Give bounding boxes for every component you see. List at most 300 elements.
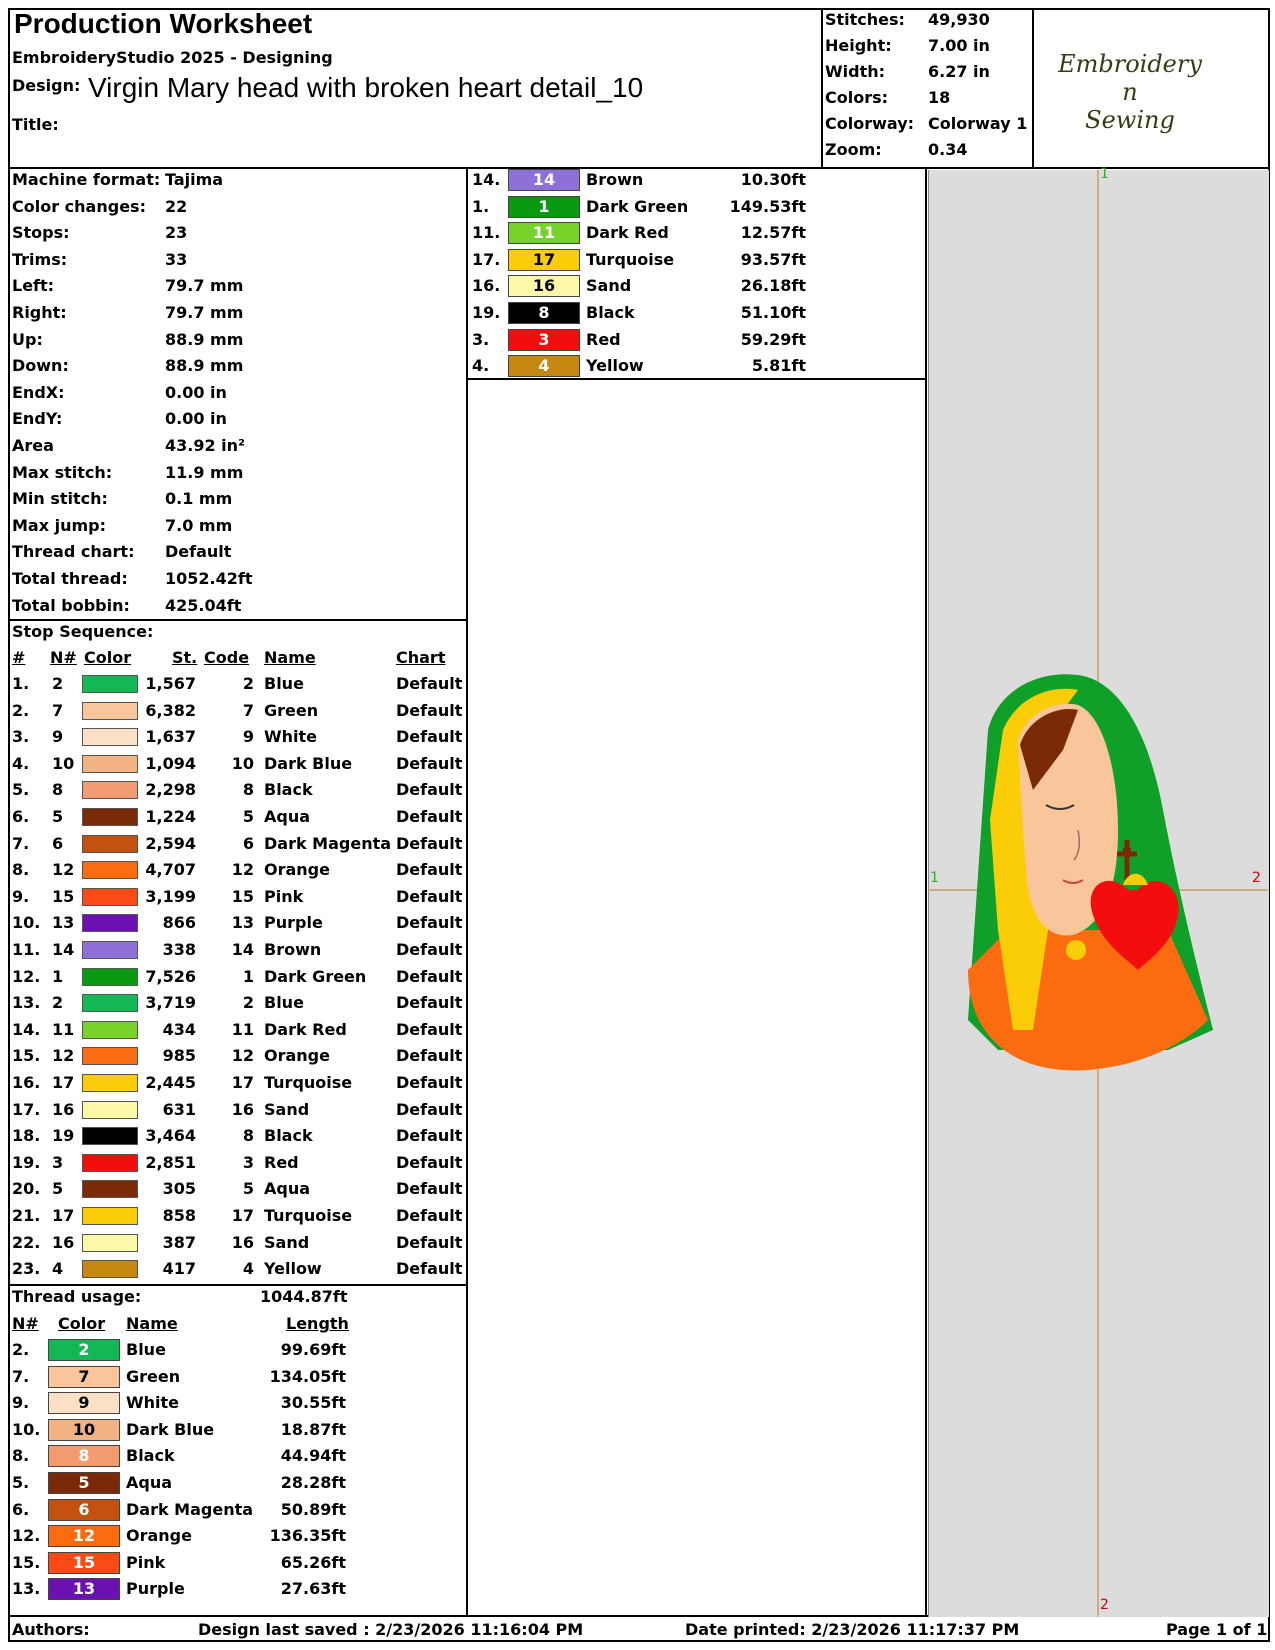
stats-divider — [821, 8, 823, 168]
seq-num: 21. — [12, 1206, 41, 1225]
seq-code: 6 — [242, 833, 254, 853]
stat-value: 7.00 in — [928, 36, 990, 55]
tu-needle: 7. — [12, 1366, 30, 1386]
seq-num: 7. — [12, 833, 30, 853]
seq-code: 12 — [231, 860, 254, 880]
seq-stitches: 417 — [162, 1259, 196, 1279]
tu-length: 99.69ft — [280, 1340, 346, 1359]
stop-sequence-title: Stop Sequence: — [12, 622, 154, 641]
seq-num: 23. — [12, 1259, 41, 1279]
tu-length: 136.35ft — [269, 1526, 346, 1546]
tu-col-length: Length — [286, 1314, 349, 1333]
marker-bottom: 2 — [1100, 1597, 1109, 1613]
seq-needle: 17 — [52, 1206, 75, 1225]
info-label: Up: — [12, 329, 43, 349]
seq-stitches: 3,199 — [145, 886, 196, 906]
seq-color-swatch — [82, 1260, 138, 1278]
seq-needle: 12 — [52, 860, 75, 880]
seq-chart: Default — [396, 1099, 463, 1119]
stat-label: Stitches: — [825, 10, 905, 29]
tu-length: 5.81ft — [751, 356, 806, 376]
seq-color-swatch — [82, 728, 138, 746]
seq-name: Black — [264, 780, 313, 800]
info-value: 1052.42ft — [165, 569, 253, 588]
seq-stitches: 866 — [162, 913, 196, 933]
seq-code: 5 — [242, 807, 254, 826]
tu-needle: 14. — [472, 170, 501, 189]
tu-needle: 16. — [472, 276, 501, 296]
tu-color-swatch: 14 — [508, 169, 580, 191]
seq-name: Blue — [264, 674, 304, 693]
seq-num: 9. — [12, 886, 30, 906]
tu-length: 50.89ft — [280, 1499, 346, 1519]
seq-needle: 8 — [52, 780, 64, 800]
seq-stitches: 3,464 — [145, 1126, 196, 1146]
info-value: 79.7 mm — [165, 303, 244, 322]
stat-value: 0.34 — [928, 140, 968, 159]
stat-label: Width: — [825, 62, 886, 81]
seq-needle: 13 — [52, 913, 75, 933]
seq-code: 11 — [231, 1019, 254, 1039]
thread-right-divider — [466, 378, 926, 380]
seq-chart: Default — [396, 1126, 463, 1146]
seq-chart: Default — [396, 1259, 463, 1279]
seq-stitches: 3,719 — [145, 993, 196, 1013]
seq-needle: 2 — [52, 993, 64, 1013]
stat-value: 18 — [928, 88, 951, 107]
tu-length: 10.30ft — [740, 170, 806, 189]
seq-code: 4 — [242, 1259, 254, 1279]
seq-stitches: 6,382 — [145, 700, 196, 720]
left-column-divider — [466, 167, 468, 1616]
seq-code: 16 — [231, 1232, 254, 1252]
tu-needle: 12. — [12, 1526, 41, 1546]
seq-chart: Default — [396, 1152, 463, 1172]
col-chart: Chart — [396, 648, 446, 667]
tu-length: 44.94ft — [280, 1446, 346, 1466]
tu-needle: 9. — [12, 1393, 30, 1413]
seq-color-swatch — [82, 755, 138, 773]
tu-length: 12.57ft — [740, 223, 806, 243]
seq-needle: 19 — [52, 1126, 75, 1146]
design-name: Virgin Mary head with broken heart detail_10 — [88, 72, 644, 103]
seq-name: Black — [264, 1126, 313, 1146]
tu-needle: 13. — [12, 1579, 41, 1599]
software-subtitle: EmbroideryStudio 2025 - Designing — [12, 48, 333, 67]
col-n: N# — [50, 648, 77, 667]
info-label: Trims: — [12, 249, 68, 269]
seq-color-swatch — [82, 1180, 138, 1198]
info-label: Total thread: — [12, 569, 128, 588]
seq-code: 14 — [231, 940, 254, 959]
seq-num: 18. — [12, 1126, 41, 1146]
seq-name: Sand — [264, 1099, 310, 1119]
info-label: Stops: — [12, 223, 70, 243]
seq-num: 12. — [12, 966, 41, 986]
info-value: 43.92 in² — [165, 436, 246, 455]
seq-name: Pink — [264, 886, 304, 906]
stat-value: 6.27 in — [928, 62, 990, 81]
tu-col-name: Name — [126, 1314, 178, 1333]
seq-chart: Default — [396, 993, 463, 1013]
seq-needle: 17 — [52, 1073, 75, 1092]
info-label: Machine format: — [12, 170, 161, 189]
seq-code: 8 — [242, 780, 254, 800]
info-value: 0.1 mm — [165, 489, 233, 509]
logo-line-1: Embroidery — [1058, 50, 1202, 78]
info-label: Total bobbin: — [12, 595, 130, 615]
brand-logo — [1035, 50, 1225, 134]
tu-name: Turquoise — [586, 249, 675, 269]
seq-color-swatch — [82, 675, 138, 693]
seq-name: Turquoise — [264, 1073, 353, 1092]
col-num: # — [12, 648, 26, 667]
seq-stitches: 1,224 — [145, 807, 196, 826]
tu-needle: 15. — [12, 1552, 41, 1572]
seq-stitches: 858 — [162, 1206, 196, 1225]
seq-color-swatch — [82, 861, 138, 879]
tu-length: 30.55ft — [280, 1393, 346, 1413]
col-code: Code — [204, 648, 250, 667]
seq-code: 5 — [242, 1179, 254, 1199]
seq-needle: 4 — [52, 1259, 64, 1279]
tu-needle: 3. — [472, 329, 490, 349]
tu-name: Dark Red — [586, 223, 669, 243]
seq-stitches: 2,445 — [145, 1073, 196, 1092]
col-st: St. — [172, 648, 198, 667]
info-label: EndX: — [12, 382, 65, 402]
tu-length: 59.29ft — [740, 329, 806, 349]
seq-color-swatch — [82, 888, 138, 906]
stat-label: Zoom: — [825, 140, 882, 159]
border-bottom — [8, 1640, 1270, 1642]
thread-usage-total: 1044.87ft — [260, 1287, 348, 1306]
tu-color-swatch: 3 — [508, 329, 580, 351]
seq-name: Blue — [264, 993, 304, 1013]
seq-color-swatch — [82, 941, 138, 959]
info-label: Area — [12, 436, 54, 455]
seq-needle: 16 — [52, 1099, 75, 1119]
tu-needle: 19. — [472, 303, 501, 322]
info-label: Left: — [12, 276, 55, 296]
tu-color-swatch: 10 — [48, 1419, 120, 1441]
seq-name: Purple — [264, 913, 323, 933]
tu-needle: 10. — [12, 1419, 41, 1439]
seq-code: 9 — [242, 727, 254, 747]
seq-stitches: 338 — [162, 940, 196, 959]
seq-num: 4. — [12, 753, 30, 773]
tu-name: Black — [586, 303, 635, 322]
info-value: 11.9 mm — [165, 462, 244, 482]
marker-left: 1 — [930, 870, 939, 886]
seq-code: 8 — [242, 1126, 254, 1146]
info-value: 7.0 mm — [165, 515, 233, 535]
seq-chart: Default — [396, 1046, 463, 1066]
info-value: Default — [165, 542, 232, 562]
seq-name: Green — [264, 700, 319, 720]
tu-name: Sand — [586, 276, 632, 296]
tu-name: Dark Blue — [126, 1419, 215, 1439]
tu-color-swatch: 17 — [508, 249, 580, 271]
seq-code: 12 — [231, 1046, 254, 1066]
info-value: 23 — [165, 223, 188, 243]
tu-length: 134.05ft — [269, 1366, 346, 1386]
seq-chart: Default — [396, 1232, 463, 1252]
seq-color-swatch — [82, 1234, 138, 1252]
design-preview — [928, 170, 1268, 1617]
seq-needle: 6 — [52, 833, 64, 853]
tu-color-swatch: 11 — [508, 222, 580, 244]
info-value: Tajima — [165, 170, 224, 189]
info-label: Down: — [12, 356, 69, 376]
info-label: Thread chart: — [12, 542, 135, 562]
tu-color-swatch: 2 — [48, 1339, 120, 1361]
tu-col-color: Color — [58, 1314, 106, 1333]
tu-color-swatch: 5 — [48, 1472, 120, 1494]
seq-color-swatch — [82, 914, 138, 932]
tu-color-swatch: 4 — [508, 355, 580, 377]
page-title: Production Worksheet — [14, 8, 313, 39]
seq-code: 17 — [231, 1073, 254, 1092]
seq-chart: Default — [396, 913, 463, 933]
stat-label: Height: — [825, 36, 892, 55]
tu-needle: 17. — [472, 249, 501, 269]
tu-color-swatch: 1 — [508, 196, 580, 218]
info-divider — [8, 619, 468, 621]
tu-needle: 2. — [12, 1340, 30, 1359]
info-value: 425.04ft — [165, 595, 242, 615]
seq-color-swatch — [82, 1154, 138, 1172]
tu-name: Aqua — [126, 1473, 173, 1492]
seq-chart: Default — [396, 1019, 463, 1039]
stat-label: Colors: — [825, 88, 889, 107]
seq-num: 2. — [12, 700, 30, 720]
seq-chart: Default — [396, 807, 463, 826]
marker-top: 1 — [1100, 166, 1109, 182]
seq-code: 7 — [242, 700, 254, 720]
col-name: Name — [264, 648, 316, 667]
seq-name: Aqua — [264, 1179, 311, 1199]
seq-chart: Default — [396, 886, 463, 906]
seq-name: Orange — [264, 860, 330, 880]
info-value: 0.00 in — [165, 382, 227, 402]
info-label: Max stitch: — [12, 462, 113, 482]
seq-name: Orange — [264, 1046, 330, 1066]
tu-name: Orange — [126, 1526, 192, 1546]
seq-stitches: 387 — [162, 1232, 196, 1252]
seq-code: 2 — [242, 993, 254, 1013]
tu-needle: 8. — [12, 1446, 30, 1466]
seq-color-swatch — [82, 1074, 138, 1092]
seq-num: 19. — [12, 1152, 41, 1172]
tu-name: Dark Green — [586, 196, 689, 216]
seq-chart: Default — [396, 674, 463, 693]
seq-num: 5. — [12, 780, 30, 800]
tu-length: 51.10ft — [740, 303, 806, 322]
seq-needle: 5 — [52, 1179, 64, 1199]
seq-num: 6. — [12, 807, 30, 826]
seq-name: Dark Green — [264, 966, 367, 986]
thread-usage-title: Thread usage: — [12, 1287, 142, 1306]
seq-chart: Default — [396, 833, 463, 853]
footer-authors: Authors: — [12, 1620, 90, 1639]
seq-needle: 10 — [52, 753, 75, 773]
seq-num: 8. — [12, 860, 30, 880]
seq-num: 13. — [12, 993, 41, 1013]
sequence-divider — [8, 1284, 468, 1286]
tu-length: 26.18ft — [740, 276, 806, 296]
seq-name: Dark Red — [264, 1019, 347, 1039]
seq-color-swatch — [82, 994, 138, 1012]
tu-color-swatch: 9 — [48, 1392, 120, 1414]
tu-name: Black — [126, 1446, 175, 1466]
header-divider — [8, 167, 1270, 169]
seq-color-swatch — [82, 1021, 138, 1039]
seq-chart: Default — [396, 1179, 463, 1199]
seq-chart: Default — [396, 940, 463, 959]
seq-num: 10. — [12, 913, 41, 933]
tu-color-swatch: 12 — [48, 1525, 120, 1547]
tu-needle: 6. — [12, 1499, 30, 1519]
seq-stitches: 1,637 — [145, 727, 196, 747]
seq-color-swatch — [82, 1047, 138, 1065]
tu-length: 149.53ft — [729, 196, 806, 216]
footer-page: Page 1 of 1 — [1166, 1620, 1268, 1639]
seq-stitches: 1,567 — [145, 674, 196, 693]
seq-chart: Default — [396, 1073, 463, 1092]
seq-needle: 9 — [52, 727, 64, 747]
seq-num: 16. — [12, 1073, 41, 1092]
tu-length: 27.63ft — [280, 1579, 346, 1599]
seq-name: Red — [264, 1152, 299, 1172]
logo-divider — [1032, 8, 1034, 168]
seq-color-swatch — [82, 808, 138, 826]
tu-color-swatch: 13 — [48, 1578, 120, 1600]
stat-value: Colorway 1 — [928, 114, 1028, 133]
info-value: 33 — [165, 249, 188, 269]
seq-color-swatch — [82, 968, 138, 986]
seq-stitches: 305 — [162, 1179, 196, 1199]
logo-line-2: n — [1122, 78, 1138, 106]
tu-color-swatch: 8 — [508, 302, 580, 324]
seq-code: 3 — [242, 1152, 254, 1172]
seq-name: Aqua — [264, 807, 311, 826]
info-label: Right: — [12, 303, 67, 322]
seq-num: 15. — [12, 1046, 41, 1066]
seq-stitches: 434 — [162, 1019, 196, 1039]
tu-color-swatch: 8 — [48, 1445, 120, 1467]
seq-num: 17. — [12, 1099, 41, 1119]
tu-length: 18.87ft — [280, 1419, 346, 1439]
info-value: 88.9 mm — [165, 329, 244, 349]
seq-name: Yellow — [264, 1259, 322, 1279]
footer-last-saved: Design last saved : 2/23/2026 11:16:04 PM — [198, 1620, 584, 1639]
seq-code: 16 — [231, 1099, 254, 1119]
tu-color-swatch: 15 — [48, 1552, 120, 1574]
tu-color-swatch: 16 — [508, 275, 580, 297]
seq-color-swatch — [82, 1127, 138, 1145]
tu-color-swatch: 7 — [48, 1366, 120, 1388]
seq-code: 15 — [231, 886, 254, 906]
info-value: 22 — [165, 196, 188, 216]
seq-num: 22. — [12, 1232, 41, 1252]
col-color: Color — [84, 648, 132, 667]
tu-length: 93.57ft — [740, 249, 806, 269]
design-label: Design: — [12, 76, 81, 95]
info-label: Min stitch: — [12, 489, 108, 509]
seq-chart: Default — [396, 966, 463, 986]
seq-color-swatch — [82, 1207, 138, 1225]
tu-name: Red — [586, 329, 621, 349]
tu-col-n: N# — [12, 1314, 39, 1333]
seq-stitches: 631 — [162, 1099, 196, 1119]
seq-color-swatch — [82, 702, 138, 720]
logo-line-3: Sewing — [1085, 106, 1175, 134]
seq-name: White — [264, 727, 318, 747]
seq-num: 3. — [12, 727, 30, 747]
seq-chart: Default — [396, 860, 463, 880]
tu-name: Green — [126, 1366, 181, 1386]
seq-needle: 16 — [52, 1232, 75, 1252]
seq-code: 13 — [231, 913, 254, 933]
seq-color-swatch — [82, 835, 138, 853]
seq-name: Sand — [264, 1232, 310, 1252]
info-value: 79.7 mm — [165, 276, 244, 296]
seq-code: 17 — [231, 1206, 254, 1225]
tu-needle: 1. — [472, 196, 490, 216]
seq-name: Dark Magenta — [264, 833, 392, 853]
seq-needle: 3 — [52, 1152, 64, 1172]
tu-name: Dark Magenta — [126, 1499, 254, 1519]
info-label: Color changes: — [12, 196, 146, 216]
seq-color-swatch — [82, 781, 138, 799]
seq-chart: Default — [396, 700, 463, 720]
marker-right: 2 — [1252, 870, 1261, 886]
seq-stitches: 7,526 — [145, 966, 196, 986]
seq-needle: 12 — [52, 1046, 75, 1066]
tu-length: 28.28ft — [280, 1473, 346, 1492]
tu-name: Purple — [126, 1579, 185, 1599]
seq-needle: 7 — [52, 700, 64, 720]
tu-needle: 5. — [12, 1473, 30, 1492]
seq-chart: Default — [396, 780, 463, 800]
stat-label: Colorway: — [825, 114, 915, 133]
seq-num: 14. — [12, 1019, 41, 1039]
tu-name: White — [126, 1393, 180, 1413]
tu-name: Blue — [126, 1340, 166, 1359]
tu-color-swatch: 6 — [48, 1499, 120, 1521]
seq-stitches: 1,094 — [145, 753, 196, 773]
seq-code: 1 — [242, 966, 254, 986]
seq-needle: 11 — [52, 1019, 75, 1039]
tu-needle: 11. — [472, 223, 501, 243]
seq-needle: 1 — [52, 966, 64, 986]
canvas-divider — [925, 167, 927, 1616]
seq-name: Brown — [264, 940, 322, 959]
seq-stitches: 2,594 — [145, 833, 196, 853]
seq-needle: 14 — [52, 940, 75, 959]
seq-stitches: 2,298 — [145, 780, 196, 800]
border-left — [8, 8, 10, 1642]
seq-stitches: 985 — [162, 1046, 196, 1066]
seq-num: 1. — [12, 674, 30, 693]
virgin-mary-illustration — [968, 674, 1213, 1070]
footer-date-printed: Date printed: 2/23/2026 11:17:37 PM — [685, 1620, 1020, 1639]
seq-stitches: 2,851 — [145, 1152, 196, 1172]
seq-code: 2 — [242, 674, 254, 693]
tu-length: 65.26ft — [280, 1552, 346, 1572]
seq-name: Dark Blue — [264, 753, 353, 773]
